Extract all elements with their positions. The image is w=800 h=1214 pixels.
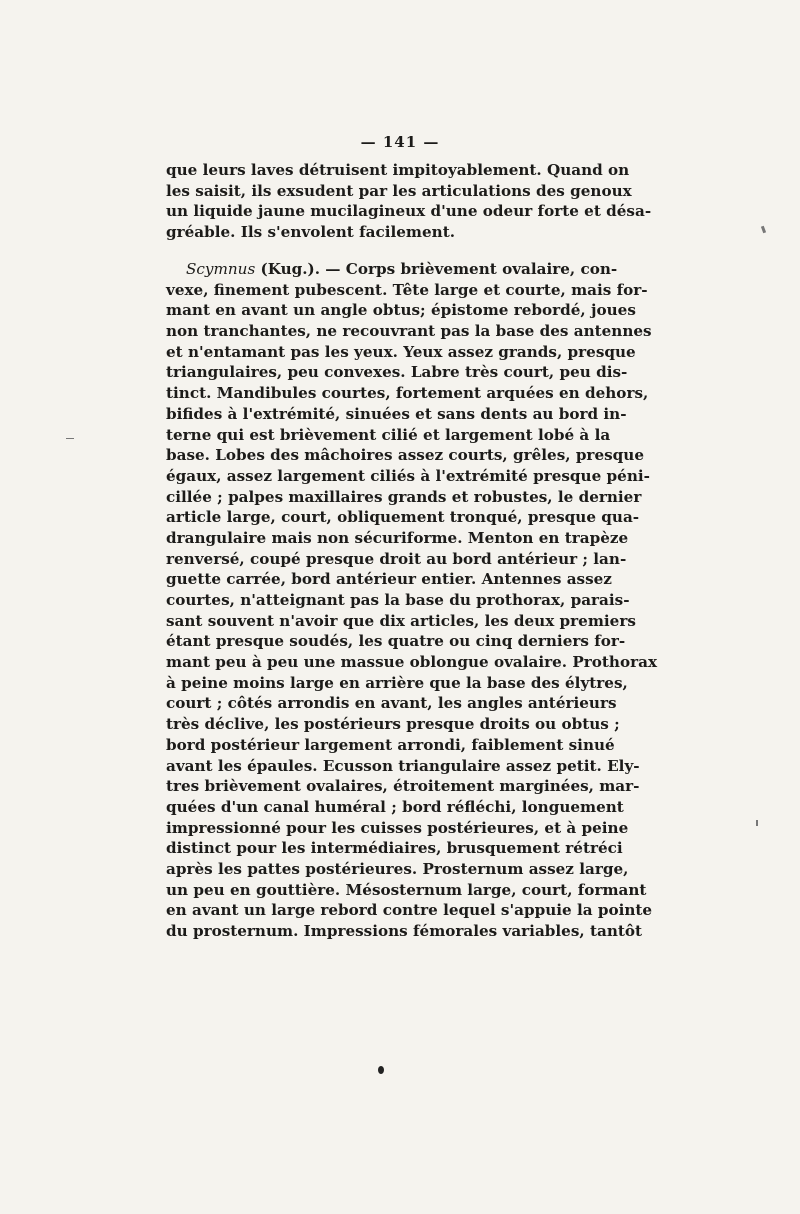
margin-mark — [66, 438, 74, 439]
text-line: que leurs laves détruisent impitoyablement. Quand on — [166, 161, 630, 179]
text-line: renversé, coupé presque droit au bord antérieur ; lan- — [166, 549, 627, 568]
paragraph-1 — [166, 160, 652, 243]
text-line: sant souvent n'avoir que dix articles, les deux premiers — [166, 611, 636, 630]
text-line: avant les épaules. Ecusson triangulaire assez petit. Ely- — [166, 756, 640, 775]
first-line-rest: (Kug.). — Corps brièvement ovalaire, con- — [255, 260, 618, 278]
text-line: impressionné pour les cuisses postérieures, et à peine — [166, 818, 629, 837]
text-line: drangulaire mais non sécuriforme. Menton en trapèze — [166, 528, 629, 547]
text-line: terne qui est brièvement cilié et largement lobé à la — [166, 425, 611, 444]
text-line: égaux, assez largement ciliés à l'extrémité presque péni- — [166, 466, 650, 485]
text-line: et n'entamant pas les yeux. Yeux assez grands, presque — [166, 342, 636, 361]
text-line: étant presque soudés, les quatre ou cinq derniers for- — [166, 632, 626, 651]
text-line: du prosternum. Impressions fémorales variables, tantôt — [166, 922, 643, 940]
text-line: mant en avant un angle obtus; épistome rebordé, joues — [166, 301, 636, 320]
margin-mark — [756, 820, 758, 826]
text-line: en avant un large rebord contre lequel s'appuie la pointe — [166, 901, 653, 920]
text-line: article large, court, obliquement tronqué, presque qua- — [166, 508, 640, 527]
paragraph-2-first-line — [166, 259, 618, 280]
text-line: un peu en gouttière. Mésosternum large, court, formant — [166, 880, 647, 899]
text-line: distinct pour les intermédiaires, brusquement rétréci — [166, 839, 623, 858]
text-line: tres brièvement ovalaires, étroitement marginées, mar- — [166, 777, 640, 796]
paragraph-2 — [166, 259, 657, 942]
text-line: cillée ; palpes maxillaires grands et robustes, le dernier — [166, 487, 642, 506]
text-line: après les pattes postérieures. Prosternum assez large, — [166, 859, 629, 878]
text-line: court ; côtés arrondis en avant, les angles antérieurs — [166, 694, 617, 713]
text-line: un liquide jaune mucilagineux d'une odeur forte et désa- — [166, 202, 652, 221]
text-line: non tranchantes, ne recouvrant pas la base des antennes — [166, 322, 652, 341]
text-line: tinct. Mandibules courtes, fortement arquées en dehors, — [166, 384, 649, 403]
text-line: très déclive, les postérieurs presque droits ou obtus ; — [166, 715, 620, 734]
text-line: les saisit, ils exsudent par les articulations des genoux — [166, 181, 632, 200]
text-line: à peine moins large en arrière que la base des élytres, — [166, 673, 628, 692]
margin-mark — [761, 226, 766, 234]
text-line: vexe, finement pubescent. Tête large et courte, mais for- — [166, 280, 648, 299]
ink-dot — [378, 1066, 384, 1074]
text-line: courtes, n'atteignant pas la base du prothorax, parais- — [166, 591, 630, 609]
text-line: gréable. Ils s'envolent facilement. — [166, 223, 456, 242]
text-line: base. Lobes des mâchoires assez courts, grêles, presque — [166, 446, 644, 465]
text-line: mant peu à peu une massue oblongue ovalaire. Prothorax — [166, 653, 657, 672]
text-line: bifides à l'extrémité, sinuées et sans dents au bord in- — [166, 404, 627, 423]
page-number: — 141 — — [360, 133, 440, 151]
text-line: quées d'un canal huméral ; bord réfléchi, longuement — [166, 797, 624, 816]
text-line: bord postérieur largement arrondi, faiblement sinué — [166, 735, 615, 754]
text-line: triangulaires, peu convexes. Labre très court, peu dis- — [166, 363, 628, 382]
text-line: guette carrée, bord antérieur entier. Antennes assez — [166, 570, 612, 589]
genus-name: Scymnus — [186, 260, 256, 278]
